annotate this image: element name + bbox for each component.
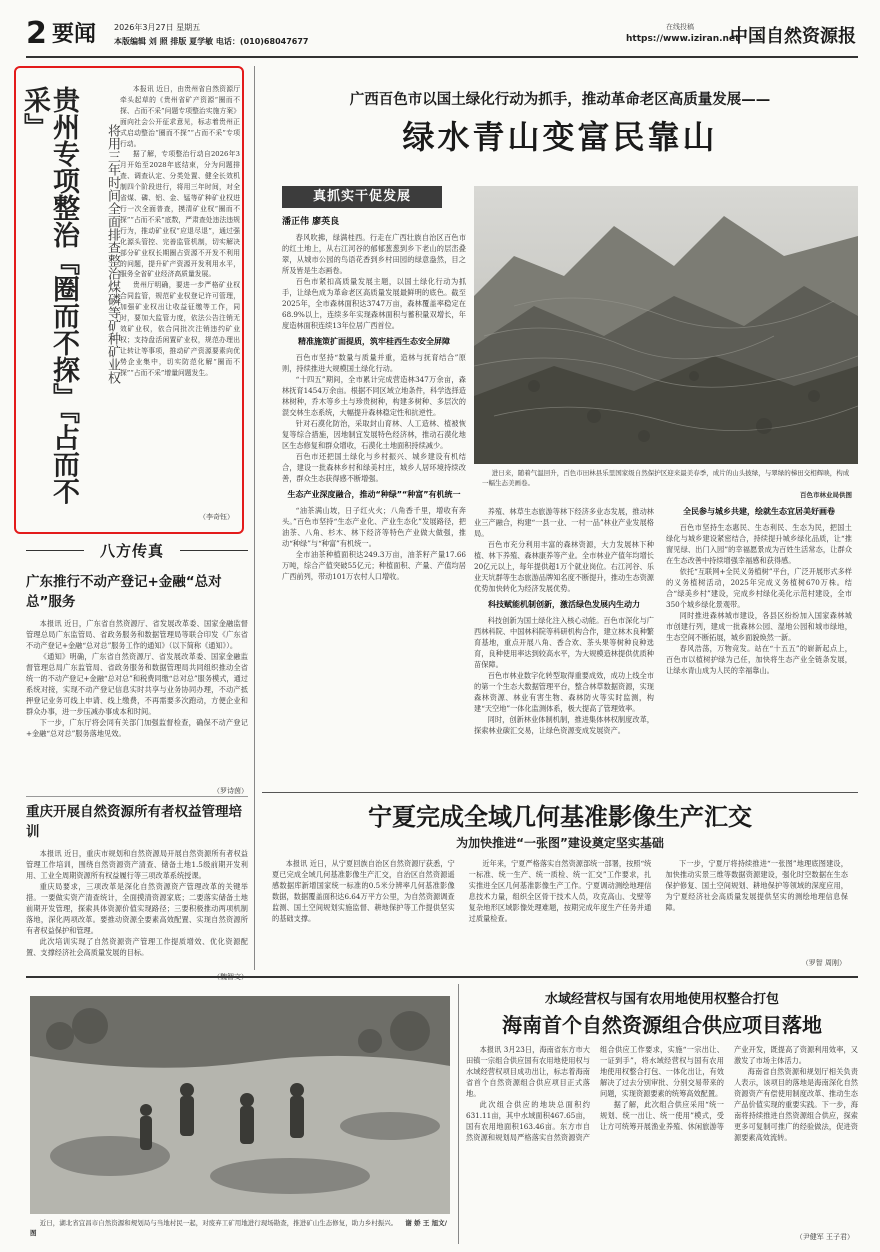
guangxi-c2-p4: 百色市林业数字化转型取得重要成效，成功上线全市的第一个生态大数据管理平台，整合林草数据资源，实现森林资源、林业有害生物、森林防火等实时监测，构建“天空地”一体化监测体系，极大提高了管理效率。 <box>474 671 654 713</box>
guizhou-p3: 贵州厅明确，要进一步严格矿业权合同监管，规范矿业权登记许可管理，加强矿业权出让收益征缴等工作，同时，要加大监管力度，依法公告注销无效矿业权，依合同批次注销违约矿业权；支持盘活闲置矿业权，规范办理出让转让等事项，推动矿产资源要素向优势企业集中，切实防范化解“圈而不探”“占而不采”增量问题发生。 <box>120 281 240 377</box>
guangxi-photo-credit: 百色市林业局供图 <box>800 491 852 499</box>
guangxi-col2 <box>474 506 654 788</box>
hainan-p2: 此次组合供应的地块总面积约631.11亩，其中水域面积467.65亩，国有农用地面积163.46亩。东方市自然资源和规划局严格落实自然资源资产组合供应工作要求，实施“一宗出让、一证到手”，将水域经营权与国有农用地使用权整合打包、一体化出让，有效解决了过去分别审批、分别交易带来的问题，实现资源要素的统筹高效配置。 <box>466 1045 724 1142</box>
guangxi-c1-p2: 百色市紧扣高质量发展主题，以国土绿化行动为抓手，让绿色成为革命老区高质量发展最鲜明的底色。截至2025年，全市森林面积达3747万亩，森林覆盖率稳定在68.9%以上，连续多年实现森林面积与蓄积量双增长，年度造林面积连续13年位居广西首位。 <box>282 277 466 330</box>
guizhou-p1: 本报讯 近日，由贵州省自然资源厅牵头起草的《贵州省矿产资源“圈而不探、占而不采”问题专项整治实施方案》面向社会公开征求意见，标志着贵州正式启动整治“圈而不探”“占而不采”专项行动。 <box>120 85 240 148</box>
zhenzhua-banner <box>282 186 442 208</box>
online-label: 在线投稿 <box>666 23 694 31</box>
hainan-kicker: 水域经营权与国有农用地使用权整合打包 <box>544 992 779 1007</box>
hainan-p1: 本报讯 3月23日，海南省东方市大田镇一宗组合供应国有农用地使用权与水域经营权项目成功出让，标志着海南省首个自然资源组合供应项目正式落地。 <box>466 1045 590 1098</box>
ningxia-headline: 宁夏完成全域几何基准影像生产汇交 <box>368 803 752 831</box>
field-survey-image <box>30 996 450 1214</box>
ningxia-subheadline: 为加快推进“一张图”建设奠定坚实基础 <box>456 836 664 850</box>
guangdong-byline: （罗诗茵） <box>213 787 248 795</box>
hainan-byline: （尹健军 王子君） <box>795 1233 854 1241</box>
guangdong-body <box>26 618 248 798</box>
ningxia-byline: （罗智 周刚） <box>801 959 846 967</box>
terraced-mountain-image <box>474 186 858 464</box>
guangdong-p2: 《通知》明确，广东省自然资源厅、省发展改革委、国家金融监督管理总局广东监管局、省政务服务和数据管理局共同组织推动全省统一的不动产登记+金融“总对总”和税费同缴“总对总”服务模式，通过系统对接，实现不动产登记信息实时共享与业务协同办理，不动产抵押登记业务可线上申请、线上缴费，不再需要多次跑动，方便企业和群众办事，进一步压减办事成本和时间。 <box>26 652 248 716</box>
guangdong-p1: 本报讯 近日，广东省自然资源厅、省发展改革委、国家金融监督管理总局广东监管局、省政务服务和数据管理局等联合印发《广东省不动产登记+金融“总对总”服务工作的通知》（以下简称《通知》）。 <box>26 619 248 650</box>
guangxi-subhead-4: 全民参与城乡共建，绘就生态宜居美好画卷 <box>683 507 835 516</box>
guangxi-photo <box>474 186 858 464</box>
hainan-headline: 海南首个自然资源组合供应项目落地 <box>502 1013 822 1037</box>
guangxi-c1-p5: 针对石漠化防治，采取封山育林、人工造林、植被恢复等综合措施，因地制宜发展特色经济林，推动石漠化地区生态修复和群众增收，石漠化土地面积持续减少。 <box>282 419 466 450</box>
ningxia-p3: 下一步，宁夏厅将持续推进“一张图”地理底图建设，加快推动实景三维等数据资源建设，强化时空数据在生态保护修复、国土空间规划、耕地保护等领域的深度应用，为宁夏经济社会高质量发展提供坚实的测绘地理信息保障。 <box>665 859 848 912</box>
guangxi-caption-text: 进日来，随着气温回升，百色市田林县乐里国家级自然保护区迎来最美春季，成片的山头披绿，与翠绿的梯田交相辉映，构成一幅生态美画卷。 <box>482 469 850 487</box>
guangdong-headline: 广东推行不动产登记+金融“总对总”服务 <box>26 574 222 610</box>
guangxi-c1-p8: 全市油茶种植面积达249.3万亩，油茶籽产量17.66万吨，综合产值突破55亿元；种植面积、产量、产值均居广西前列，带动101万农村人口增收。 <box>282 550 466 581</box>
guangxi-subhead-1: 精准施策扩面提质，筑牢桂西生态安全屏障 <box>298 337 450 346</box>
guizhou-p2: 据了解，专项整治行动自2026年3月开始至2028年底结束，分为问题排查、调查认定、分类处置、健全长效机制四个阶段进行，将用三年时间，对全省煤、磷、铝、金、锰等矿种矿业权进行一次全面普查，摸清矿业权“圈而不探”“占而不采”底数，严肃查处违法违规行为，推动矿业权“应退尽退”，通过强化源头管控、完善监管机制，切实解决部分矿业权长期圈占资源不开发不利用的问题，提升矿产资源开发利用水平，服务全省矿业经济高质量发展。 <box>120 150 240 279</box>
masthead-rule <box>26 56 858 58</box>
editors-line: 本版编辑 刘 照 排版 夏学敏 电话：(010)68047677 <box>114 37 309 46</box>
ningxia-article <box>262 798 858 970</box>
guangxi-authors: 潘正伟 廖英良 <box>282 217 340 227</box>
section-name: 要闻 <box>52 22 97 47</box>
paper-name: 中国自然资源报 <box>730 26 856 47</box>
chongqing-article <box>26 802 248 970</box>
guangxi-col1 <box>282 232 466 788</box>
hainan-p3: 据了解，此次组合供应采用“统一规划、统一出让、统一使用”模式，受让方可统筹开展渔业养殖、休闲旅游等产业开发，既提高了资源利用效率，又激发了市场主体活力。 <box>600 1045 858 1131</box>
guangxi-c1-p7: “油茶满山坡，日子红火火；八角香千里，增收有奔头。”百色市坚持“生态产业化、产业生态化”发展路径，把油茶、八角、杉木、林下经济等特色产业做大做强，推动“种绿”与“种富”有机统一。 <box>282 506 466 548</box>
guangxi-headline: 绿水青山变富民靠山 <box>402 118 718 156</box>
guizhou-article <box>14 66 244 534</box>
guangxi-c2-p2: 百色市充分利用丰富的森林资源，大力发展林下种植、林下养殖、森林康养等产业。全市林业产值年均增长20亿元以上，每年提供超1万个就业岗位。右江河谷、乐业天坑群等生态旅游品牌知名度不断提升，推动生态资源优势加快转化为经济发展优势。 <box>474 540 654 593</box>
hubei-photo-caption <box>30 1218 450 1242</box>
zhenzhua-label: 真抓实干促发展 <box>312 189 411 204</box>
bafang-label: 八方传真 <box>84 540 180 562</box>
guangxi-c3-p2: 依托“互联网+全民义务植树”平台，广泛开展形式多样的义务植树活动，2025年完成义务植树670万株。结合“绿美乡村”建设，完成乡村绿化美化示范村建设，全市350个城乡绿化景观带。 <box>666 567 852 609</box>
guangxi-c1-p1: 春风吹拂，绿满桂西。行走在广西壮族自治区百色市的红土地上，从右江河谷的郁郁葱葱到乡下老山的层峦叠翠，从城市公园的鸟语花香到乡村田园的绿意盎然，目之所及皆是生态画卷。 <box>282 233 466 275</box>
guangxi-c1-p3: 百色市坚持“数量与质量并重，造林与抚育结合”原则，持续推进大规模国土绿化行动。 <box>282 353 466 373</box>
page-number: 2 <box>26 16 47 51</box>
bafang-banner <box>26 540 248 562</box>
masthead <box>26 16 858 56</box>
guangxi-kicker: 广西百色市以国土绿化行动为抓手，推动革命老区高质量发展—— <box>349 92 771 108</box>
hainan-p4: 海南省自然资源和规划厅相关负责人表示，该项目的落地是海南深化自然资源资产有偿使用制度改革、推动生态产品价值实现的重要实践。下一步，海南将持续推进自然资源组合供应，探索更多可复制可推广的经验做法，促进资源要素高效流转。 <box>734 1067 858 1142</box>
guizhou-body <box>120 84 240 504</box>
chongqing-headline: 重庆开展自然资源所有者权益管理培训 <box>26 804 242 840</box>
guangxi-subhead-3: 科技赋能机制创新，激活绿色发展内生动力 <box>488 600 640 609</box>
ningxia-p2: 近年来，宁夏严格落实自然资源部统一部署，按照“统一标准、统一生产、统一质检、统一汇交”工作要求，扎实推进全区几何基准影像生产工作。宁夏调动测绘地理信息技术力量，组织全区骨干技术人员，攻克高山、戈壁等复杂地形区域影像处理难题，按期完成年度生产任务并通过质量检查。 <box>468 859 652 923</box>
hainan-article <box>466 984 858 1246</box>
chongqing-p1: 本报讯 近日，重庆市规划和自然资源局开展自然资源所有者权益管理工作培训，围绕自然资源资产清查、储备土地1.5级前期开发利用、工业全周期资源所有权益履行等三项改革系统授课。 <box>26 849 248 880</box>
guangxi-col3 <box>666 506 852 788</box>
guizhou-headline: 贵州专项整治『圈而不探』『占而不采』 <box>19 86 79 505</box>
guangxi-c2-p3: 科技创新为国土绿化注入核心动能。百色市深化与广西林科院、中国林科院等科研机构合作，建立林木良种繁育基地，重点开展八角、香合欢、茶头果等树种良种选育，良种使用率达到较高水平，为大规模造林提供优质种苗保障。 <box>474 616 654 669</box>
issue-date: 2026年3月27日 星期五 <box>114 23 201 32</box>
hubei-caption-text: 近日，湖北省宜昌市自然资源和规划局与当地村民一起，对废弃工矿用地进行现场勘查，推进矿山生态修复，助力乡村振兴。 <box>39 1219 398 1227</box>
guizhou-byline: （李奇钰） <box>199 513 234 521</box>
guangxi-c1-p6: 百色市还把国土绿化与乡村振兴、城乡建设有机结合，建设一批森林乡村和绿美村庄，城乡人居环境持续改善，群众生态获得感不断增强。 <box>282 452 466 483</box>
guangdong-p3: 下一步，广东厅将会同有关部门加强监督检查，确保不动产登记+金融“总对总”服务落地见效。 <box>26 718 248 738</box>
ningxia-body <box>262 858 858 964</box>
ningxia-p1: 本报讯 近日，从宁夏回族自治区自然资源厅获悉，宁夏已完成全域几何基准影像生产汇交，自治区自然资源遥感数据库新增国家统一标准的0.5米分辨率几何基准影像数据，数据覆盖面积达6.64万平方公里，为自然资源调查监测、国土空间规划实施监督、耕地保护等工作提供坚实的基础支撑。 <box>272 859 455 923</box>
chongqing-body <box>26 848 248 982</box>
chongqing-p3: 此次培训实现了自然资源资产管理工作提质增效、优化资源配置、支撑经济社会高质量发展的目标。 <box>26 937 248 957</box>
guangxi-c3-p4: 春风浩荡，万物竞发。站在“十五五”的崭新起点上，百色市以植树护绿为己任，加快将生态产业全链条发展，让绿水青山成为人民的幸福靠山。 <box>666 644 852 675</box>
chongqing-p2: 重庆局要求，三项改革是深化自然资源资产管理改革的关键举措。一要做实资产清查统计，全面摸清资源家底；二要落实储备土地前期开发管理，探索具体资源价值实现路径；三要积极推动两项机制落地，深化两项改革。要推动资源全要素高效配置、实现自然资源所有者权益保护和管理。 <box>26 882 248 935</box>
hubei-photo-credit: 谢 娇 王 旭文/图 <box>30 1219 447 1237</box>
guangxi-c2-p1: 养殖、林草生态旅游等林下经济多业态发展，推动林业三产融合，构建“一县一业、一村一品”林业产业发展格局。 <box>474 507 654 538</box>
hainan-body <box>466 1044 858 1228</box>
guangxi-article <box>262 66 858 788</box>
guangxi-c3-p3: 同时推进森林城市建设，各县区纷纷加入国家森林城市创建行列，建成一批森林公园、湿地公园和城市绿地，生态空间不断拓展，城乡面貌焕然一新。 <box>666 611 852 642</box>
guangdong-article <box>26 572 248 794</box>
website-link[interactable]: https://www.iziran.net <box>626 34 740 44</box>
guangxi-subhead-2: 生态产业深度融合，推动“种绿”“种富”有机统一 <box>287 490 461 499</box>
guizhou-subheadline: 将用三年时间全面排查整治煤磷等矿种矿业权 <box>105 124 120 384</box>
hubei-photo <box>30 996 450 1214</box>
guangxi-c1-p4: “十四五”期间，全市累计完成营造林347万余亩，森林抚育1454万余亩。根据不同区域立地条件，科学选择造林树种，乔木等乡土与珍贵树种，构建多树种、多层次的混交林生态系统，大幅提升森林稳定性和抗逆性。 <box>282 375 466 417</box>
guangxi-c2-p5: 同时，创新林业体制机制，推进集体林权制度改革，探索林业碳汇交易，让绿色资源变成发展资产。 <box>474 715 654 735</box>
guangxi-c3-p1: 百色市坚持生态惠民、生态利民、生态为民，把国土绿化与城乡建设紧密结合，持续提升城乡绿化品质，让“推窗见绿、出门入园”的幸福愿景成为百姓生活常态，让群众在生态改善中持续增强幸福感和获得感。 <box>666 523 852 565</box>
